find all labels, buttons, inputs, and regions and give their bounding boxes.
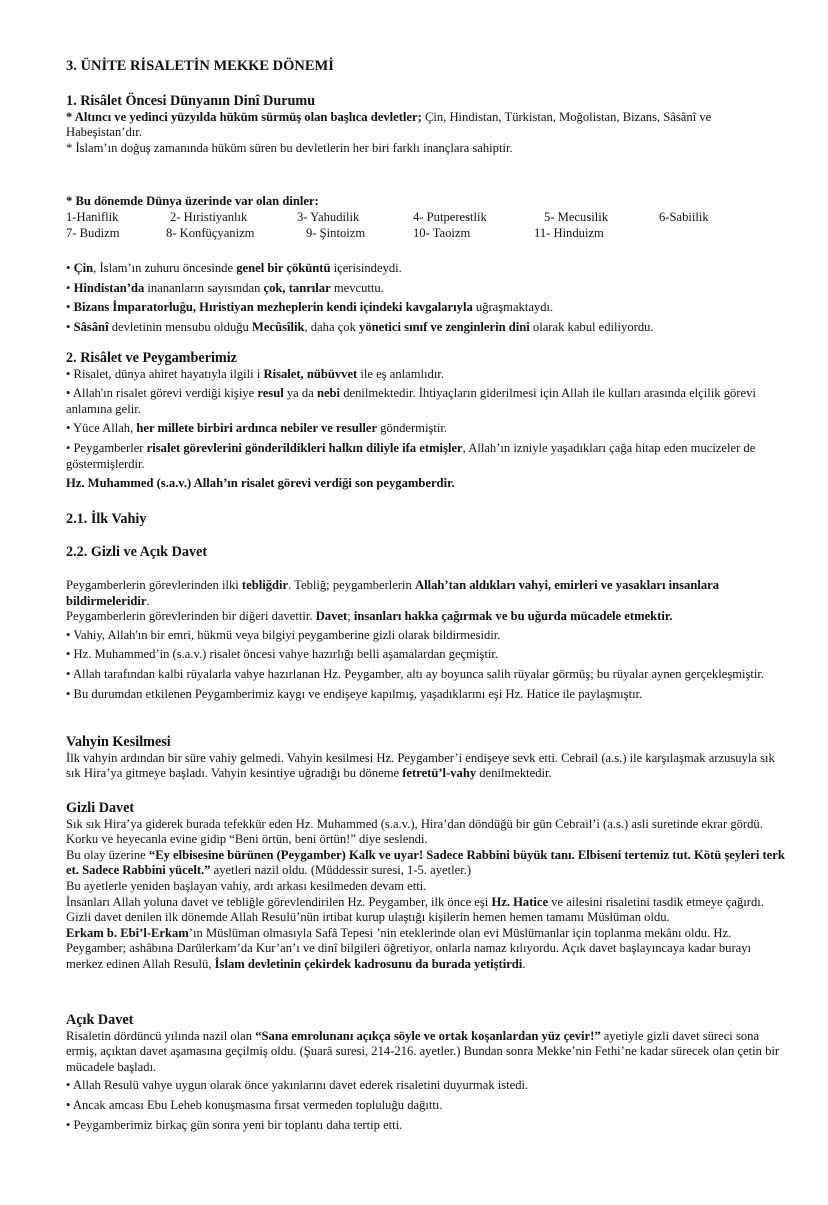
- acik-davet-bullet: • Allah Resulü vahye uygun olarak önce yakınlarını davet ederek risaletini duyurmak istedi.: [66, 1078, 529, 1093]
- section-2-2-body: [66, 578, 786, 706]
- china-bullet: • Çin, İslam’ın zuhuru öncesinde genel bir çöküntü içerisindeydi.: [66, 261, 402, 275]
- section-2-1-heading: 2.1. İlk Vahiy: [66, 511, 147, 527]
- risalet-bullet: • Allah'ın risalet görevi verdiği kişiye resul ya da nebi denilmektedir. İhtiyaçların giderilmesi için Allah ile kulları arasında elçilik görevi anlamına gelir.: [66, 386, 756, 416]
- acik-davet-bullets: [66, 1078, 786, 1133]
- unit-title: 3. ÜNİTE RİSALETİN MEKKE DÖNEMİ: [66, 58, 334, 74]
- last-prophet-line: Hz. Muhammed (s.a.v.) Allah’ın risalet görevi verdiği son peygamberdir.: [66, 476, 455, 491]
- risalet-bullet: • Yüce Allah, her millete birbiri ardınca nebiler ve resuller göndermiştir.: [66, 421, 447, 436]
- acik-davet-bullet: • Ancak amcası Ebu Leheb konuşmasına fırsat vermeden topluluğu dağıttı.: [66, 1097, 443, 1112]
- section-1-heading: 1. Risâlet Öncesi Dünyanın Dinî Durumu: [66, 93, 316, 109]
- risalet-bullets: [66, 367, 786, 492]
- vahiy-bullet: • Allah tarafından kalbi rüyalarla vahye hazırlanan Hz. Peygamber, altı ay boyunca salih rüyalar görmüş; bu rüyalar aynen gerçekleşmiştir.: [66, 666, 765, 681]
- risalet-bullet: • Peygamberler risalet görevlerini gönderildikleri halkın diliyle ifa etmişler, Allah’ın izniyle yaşadıkları çağa hitap eden mucizeler de göstermişlerdir.: [66, 440, 756, 471]
- religion-item: 10- Taoizm: [413, 225, 471, 240]
- byzantium-bullet: • Bizans İmparatorluğu, Hıristiyan mezheplerin kendi içindeki kavgalarıyla uğraşmaktaydı.: [66, 300, 554, 315]
- india-bullet: • Hindistan’da inananların sayısından çok, tanrılar mevcuttu.: [66, 280, 384, 295]
- religions-grid: [66, 210, 786, 242]
- gizli-davet-paragraph: Bu olay üzerine “Ey elbisesine bürünen (Peygamber) Kalk ve uyar! Sadece Rabbini büyük tanı. Elbiseni tertemiz tut. Kötü şeyleri terk et. Sadece Rabbini yücelt.” ayetleri nazil oldu. (Müddessir suresi, 1-5. ayetler.): [66, 847, 785, 878]
- vahiy-bullet: • Hz. Muhammed’in (s.a.v.) risalet öncesi vahye hazırlığı belli aşamalardan geçmiştir.: [66, 647, 498, 662]
- section-2-heading: 2. Risâlet ve Peygamberimiz: [66, 350, 237, 366]
- acik-davet-section: [66, 1013, 786, 1137]
- religion-item: 8- Konfüçyanizm: [166, 225, 255, 240]
- vahyin-kesilmesi-section: [66, 735, 786, 782]
- acik-davet-heading: Açık Davet: [66, 1012, 134, 1028]
- teblig-paragraph: Peygamberlerin görevlerinden ilki tebliğdir. Tebliğ; peygamberlerin Allah’tan aldıkları vahyi, emirleri ve yasakları insanlara bildirmeleridir.: [66, 578, 720, 608]
- gizli-davet-section: [66, 801, 786, 973]
- acik-davet-bullet: • Peygamberimiz birkaç gün sonra yeni bir toplantı daha tertip etti.: [66, 1117, 403, 1132]
- section-2: [66, 351, 786, 496]
- beliefs-paragraph: * İslam’ın doğuş zamanında hüküm süren bu devletlerin her biri farklı inançlara sahiptir.: [66, 140, 513, 155]
- section-2-2: [66, 545, 786, 561]
- religion-item: 6-Sabiilik: [659, 209, 709, 224]
- gizli-davet-paragraph: Erkam b. Ebi’l-Erkam’ın Müslüman olmasıyla Safâ Tepesi ’nin eteklerinde olan evi Müslümanlar için toplanma mekânı oldu. Hz. Peygamber; ashâbına Darülerkam’da Kur’an’ı ve dinî bilgileri öğretiyor, onlarla namaz kılıyordu. Açık davet başlayıncaya kadar burayı merkez edinen Allah Resulü, İslam devletinin çekirdek kadrosunu da burada yetiştirdi.: [66, 925, 752, 971]
- religions-title: * Bu dönemde Dünya üzerinde var olan dinler:: [66, 194, 319, 208]
- davet-paragraph: Peygamberlerin görevlerinden bir diğeri davettir. Davet; insanları hakka çağırmak ve bu uğurda mücadele etmektir.: [66, 609, 673, 624]
- section-2-1: [66, 512, 786, 528]
- religion-item: 3- Yahudilik: [297, 209, 360, 224]
- religion-item: 9- Şintoizm: [306, 225, 366, 240]
- vahiy-bullet: • Vahiy, Allah'ın bir emri, hükmü veya bilgiyi peygamberine gizli olarak bildirmesidir.: [66, 627, 501, 642]
- vahyin-kesilmesi-heading: Vahyin Kesilmesi: [66, 734, 171, 750]
- religion-item: 7- Budizm: [66, 225, 120, 240]
- sasanian-bullet: • Sâsânî devletinin mensubu olduğu Mecûsîlik, daha çok yönetici sınıf ve zenginlerin dini olarak kabul ediliyordu.: [66, 319, 654, 334]
- risalet-bullet: • Risalet, dünya ahiret hayatıyla ilgili i Risalet, nübüvvet ile eş anlamlıdır.: [66, 366, 444, 381]
- gizli-davet-paragraph: Bu ayetlerle yeniden başlayan vahiy, ardı arkası kesilmeden devam etti.: [66, 878, 427, 893]
- states-bullets: [66, 261, 786, 339]
- acik-davet-paragraph: Risaletin dördüncü yılında nazil olan “Sana emrolunanı açıkça söyle ve ortak koşanlardan yüz çevir!” ayetiyle gizli davet süreci sona ermiş, açıktan davet aşamasına geçilmiş oldu. (Şuarâ suresi, 214-216. ayetler.) Bundan sonra Mekke’nin Fethi’ne kadar sürecek olan çetin bir mücadele başladı.: [66, 1028, 780, 1074]
- section-2-2-heading: 2.2. Gizli ve Açık Davet: [66, 544, 208, 560]
- gizli-davet-paragraph: İnsanları Allah yoluna davet ve tebliğle görevlendirilen Hz. Peygamber, ilk önce eşi Hz. Hatice ve ailesini risaletini tasdik etmeye çağırdı. Gizli davet denilen ilk dönemde Allah Resulü’nün irtibat kurup ulaştığı kişilerin hemen hemen tamamı Müslüman oldu.: [66, 894, 764, 925]
- vahiy-bullet: • Bu durumdan etkilenen Peygamberimiz kaygı ve endişeye kapılmış, yaşadıklarını eşi Hz. Hatice ile paylaşmıştır.: [66, 686, 643, 701]
- section-1: [66, 94, 786, 156]
- religion-item: 4- Putperestlik: [413, 209, 487, 224]
- religion-item: 2- Hıristiyanlık: [170, 209, 248, 224]
- gizli-davet-paragraph: Sık sık Hira’ya giderek burada tefekkür eden Hz. Muhammed (s.a.v.), Hira’dan döndüğü bir gün Cebrail’i (a.s.) asli suretinde ekrar gördü. Korku ve heyecanla evine gidip “Beni örtün, beni örtün!” diye seslendi.: [66, 816, 763, 847]
- unit-title-block: [66, 59, 786, 75]
- vahyin-kesilmesi-paragraph: İlk vahyin ardından bir süre vahiy gelmedi. Vahyin kesilmesi Hz. Peygamber’i endişeye sevk etti. Cebrail (a.s.) ile karşılaşmak arzusuyla sık sık Hira’ya gitmeye başladı. Vahyin kesintiye uğradığı bu döneme fetretü’l-vahy denilmektedir.: [66, 750, 775, 781]
- religion-item: 5- Mecusilik: [544, 209, 609, 224]
- states-paragraph: * Altıncı ve yedinci yüzyılda hüküm sürmüş olan başlıca devletler; Çin, Hindistan, Türkistan, Moğolistan, Bizans, Sâsânî ve Habeşistan’dır.: [66, 109, 712, 140]
- religion-item: 11- Hinduizm: [534, 225, 604, 240]
- religions-block: [66, 194, 786, 242]
- religion-item: 1-Haniflik: [66, 209, 119, 224]
- gizli-davet-heading: Gizli Davet: [66, 800, 135, 816]
